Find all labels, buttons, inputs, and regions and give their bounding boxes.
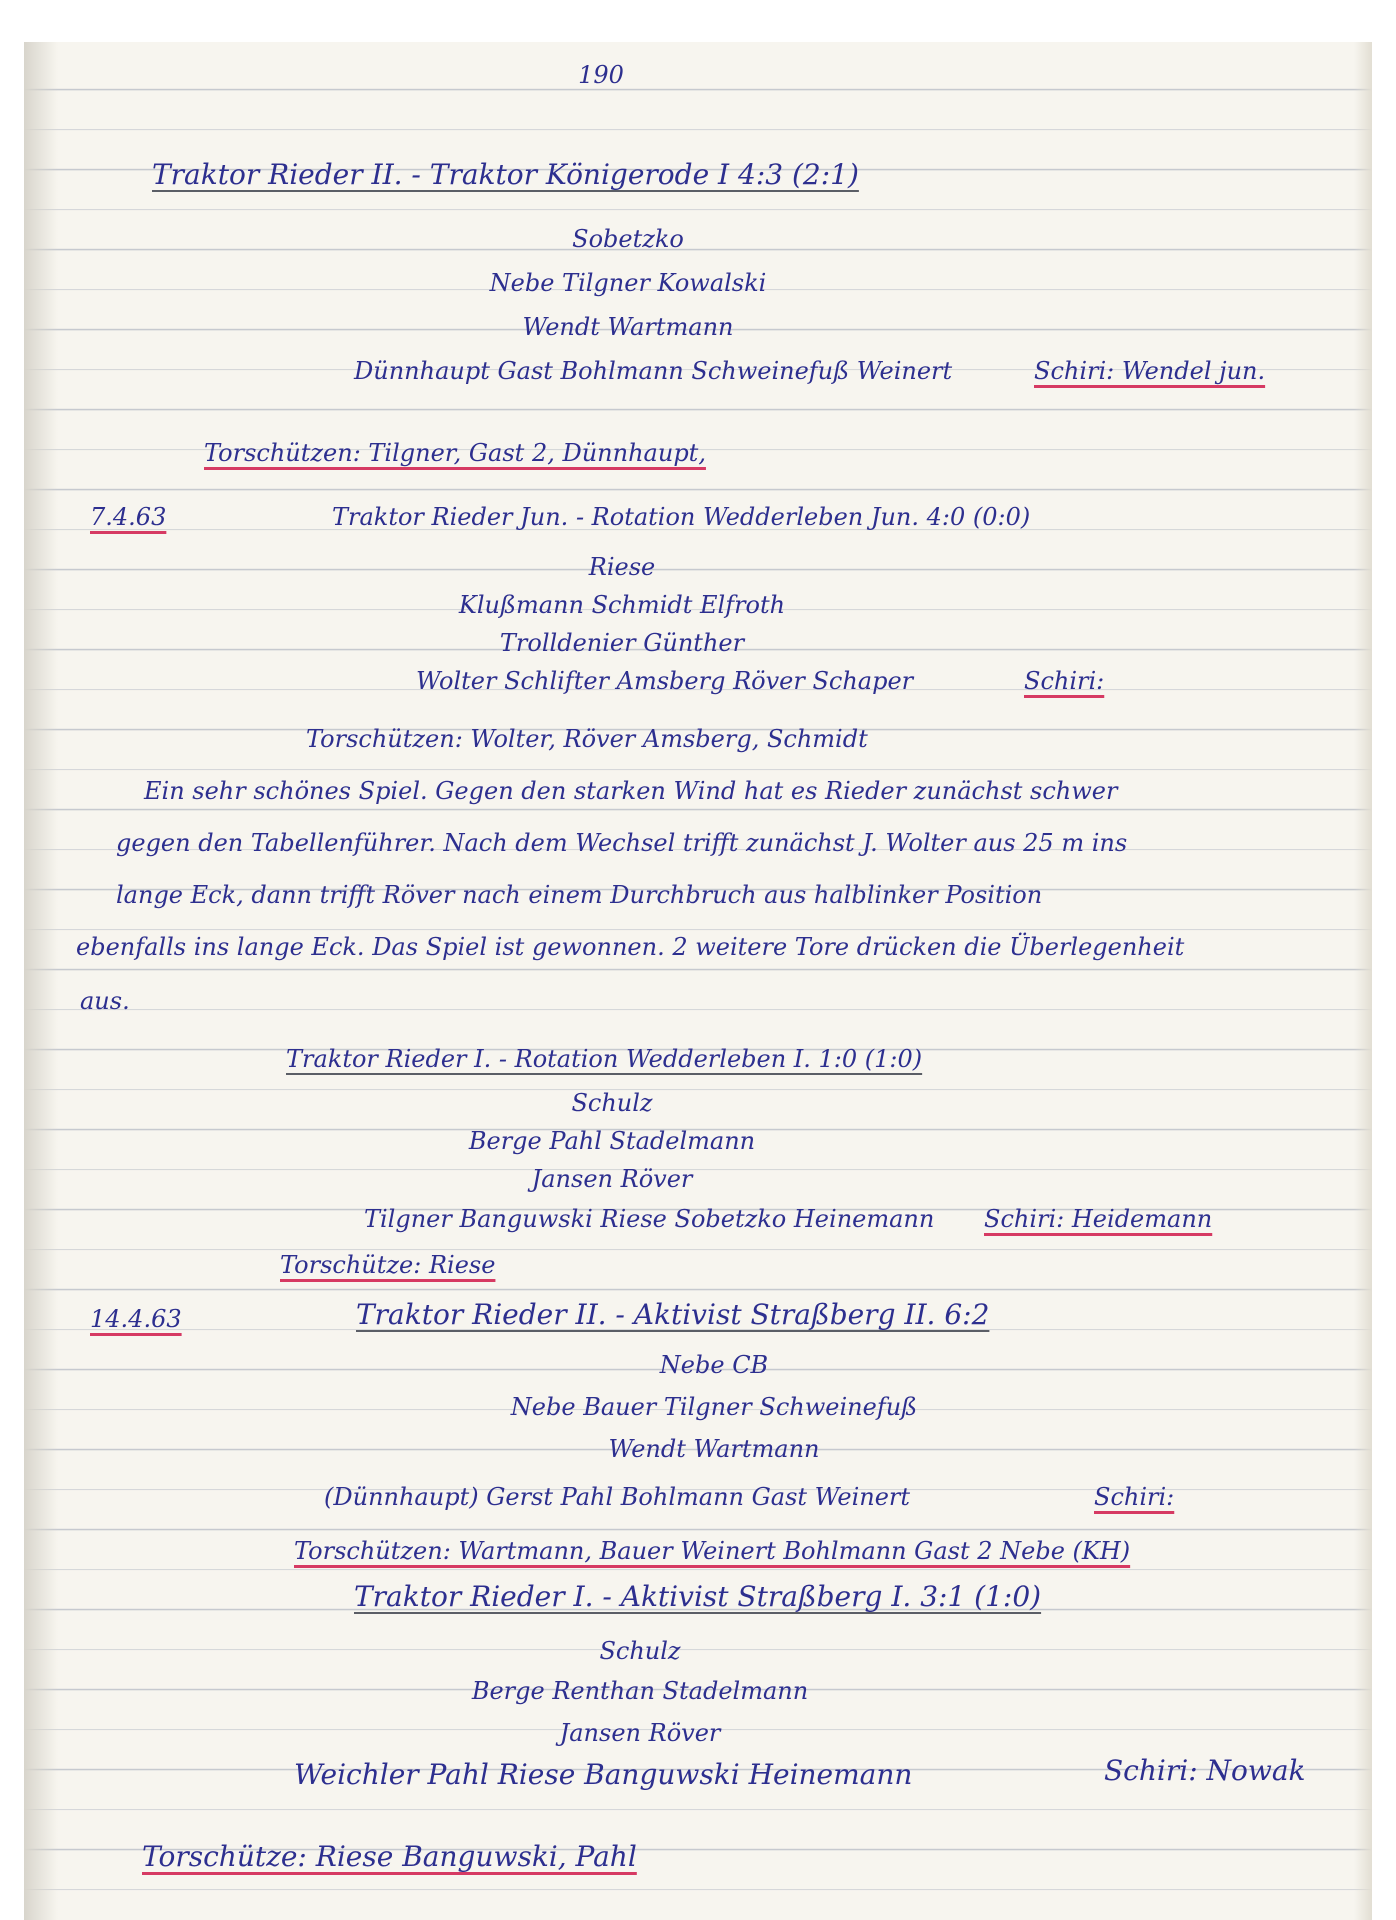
match-4-lineup-defense: Nebe Bauer Tilgner Schweinefuß: [510, 1393, 918, 1421]
match-2-report-line-2: gegen den Tabellenführer. Nach dem Wechsel trifft zunächst J. Wolter aus 25 m ins: [116, 829, 1128, 857]
match-3-lineup-attack: Tilgner Banguwski Riese Sobetzko Heinemann: [364, 1205, 935, 1233]
match-4-referee: Schiri:: [1094, 1483, 1175, 1511]
match-4-lineup-attack: (Dünnhaupt) Gerst Pahl Bohlmann Gast Weinert: [324, 1483, 911, 1511]
match-2-lineup-midfield: Trolldenier Günther: [499, 629, 745, 657]
match-2-lineup-attack: Wolter Schlifter Amsberg Röver Schaper: [416, 667, 914, 695]
match-1-lineup-attack: Dünnhaupt Gast Bohlmann Schweinefuß Weinert: [354, 357, 953, 385]
match-2-lineup-goalkeeper: Riese: [588, 553, 656, 581]
match-2-report-line-5: aus.: [80, 987, 130, 1015]
page-number: 190: [578, 61, 624, 89]
match-2-scorers: Torschützen: Wolter, Röver Amsberg, Schmidt: [306, 725, 868, 753]
match-1-header: Traktor Rieder II. - Traktor Königerode I 4:3 (2:1): [152, 158, 859, 191]
match-1-scorers: Torschützen: Tilgner, Gast 2, Dünnhaupt,: [204, 439, 706, 467]
match-4-lineup-midfield: Wendt Wartmann: [608, 1435, 820, 1463]
match-5-lineup-defense: Berge Renthan Stadelmann: [471, 1677, 809, 1705]
match-5-scorers: Torschütze: Riese Banguwski, Pahl: [142, 1840, 637, 1873]
match-2-date: 7.4.63: [90, 503, 167, 531]
match-5-header: Traktor Rieder I. - Aktivist Straßberg I. 3:1 (1:0): [354, 1580, 1042, 1613]
match-1-lineup-goalkeeper: Sobetzko: [572, 225, 684, 253]
match-4-lineup-goalkeeper: Nebe CB: [659, 1351, 769, 1379]
match-3-referee: Schiri: Heidemann: [984, 1205, 1213, 1233]
match-5-lineup-goalkeeper: Schulz: [599, 1637, 681, 1665]
match-3-lineup-defense: Berge Pahl Stadelmann: [468, 1127, 756, 1155]
match-2-report-line-1: Ein sehr schönes Spiel. Gegen den starken Wind hat es Rieder zunächst schwer: [144, 777, 1118, 805]
match-2-lineup-defense: Klußmann Schmidt Elfroth: [458, 591, 786, 619]
match-1-referee: Schiri: Wendel jun.: [1034, 357, 1266, 385]
match-4-header: Traktor Rieder II. - Aktivist Straßberg II. 6:2: [356, 1298, 990, 1331]
match-1-lineup-midfield: Wendt Wartmann: [522, 313, 734, 341]
match-2-report-line-3: lange Eck, dann trifft Röver nach einem Durchbruch aus halblinker Position: [116, 881, 1043, 909]
match-5-lineup-attack: Weichler Pahl Riese Banguwski Heinemann: [294, 1758, 913, 1791]
match-2-referee: Schiri:: [1024, 667, 1105, 695]
match-4-scorers: Torschützen: Wartmann, Bauer Weinert Bohlmann Gast 2 Nebe (KH): [294, 1537, 1131, 1565]
match-1-lineup-defense: Nebe Tilgner Kowalski: [489, 269, 767, 297]
match-3-lineup-midfield: Jansen Röver: [531, 1165, 693, 1193]
notebook-page: [24, 42, 1372, 1920]
match-2-report-line-4: ebenfalls ins lange Eck. Das Spiel ist gewonnen. 2 weitere Tore drücken die Überlegenheit: [76, 933, 1185, 961]
match-5-lineup-midfield: Jansen Röver: [559, 1719, 721, 1747]
match-4-date: 14.4.63: [90, 1305, 182, 1333]
match-3-lineup-goalkeeper: Schulz: [571, 1089, 653, 1117]
match-5-referee: Schiri: Nowak: [1104, 1754, 1306, 1787]
match-2-header: Traktor Rieder Jun. - Rotation Wedderleben Jun. 4:0 (0:0): [332, 503, 1031, 531]
match-3-header: Traktor Rieder I. - Rotation Wedderleben I. 1:0 (1:0): [286, 1045, 923, 1073]
match-3-scorers: Torschütze: Riese: [280, 1251, 496, 1279]
